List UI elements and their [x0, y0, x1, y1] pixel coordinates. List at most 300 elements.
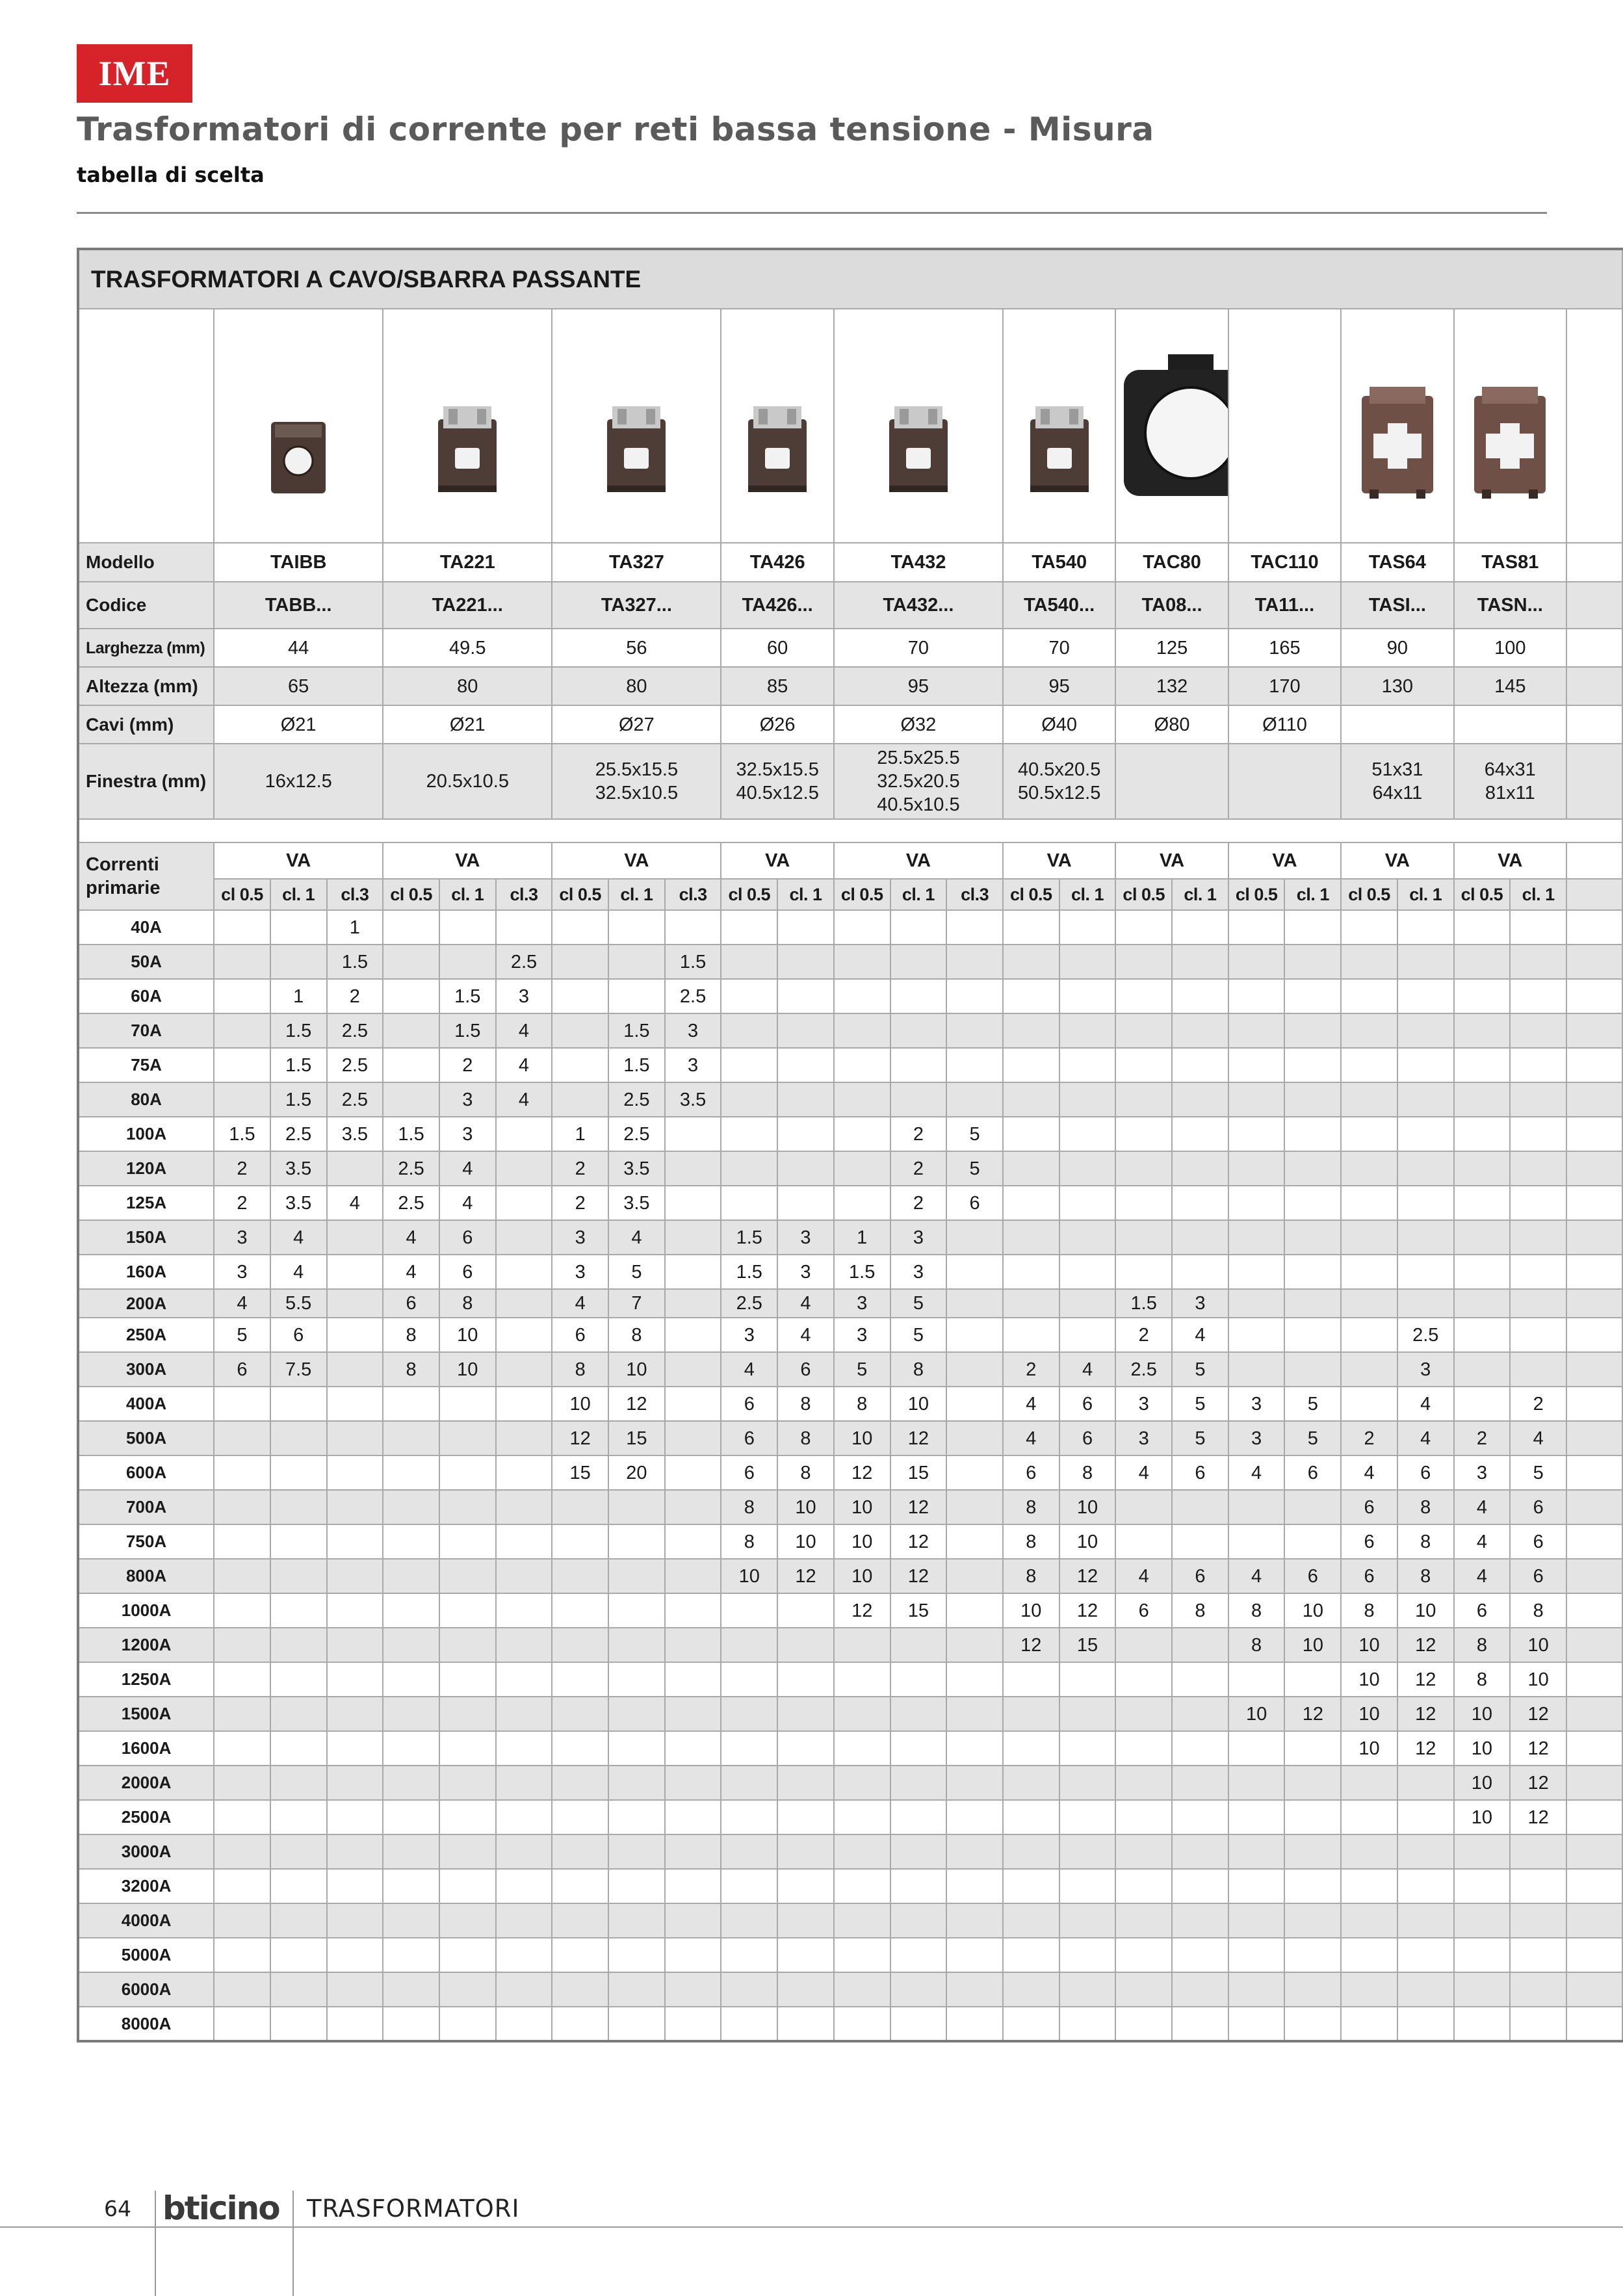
va-value	[946, 1289, 1003, 1318]
va-value	[665, 1731, 721, 1766]
accuracy-class: cl 0.5	[1003, 879, 1059, 910]
va-value	[383, 1938, 439, 1972]
va-value	[721, 1048, 777, 1082]
va-value: 12	[834, 1455, 890, 1490]
va-value	[946, 1628, 1003, 1662]
va-value	[383, 1593, 439, 1628]
va-value: 1.5	[608, 1013, 665, 1048]
product-image-cell	[1228, 309, 1341, 543]
va-value	[214, 1387, 270, 1421]
va-value	[1172, 910, 1228, 945]
va-value	[946, 1455, 1003, 1490]
va-value	[383, 1628, 439, 1662]
spec-value: 49.5	[383, 629, 552, 667]
product-image-cell	[214, 309, 383, 543]
va-value	[327, 1220, 383, 1255]
va-value: 6	[1172, 1455, 1228, 1490]
va-value	[214, 1048, 270, 1082]
va-value	[1115, 1186, 1172, 1220]
va-value	[1454, 1938, 1511, 1972]
va-value: 12	[552, 1421, 608, 1455]
va-value: 8	[721, 1524, 777, 1559]
va-value	[552, 1490, 608, 1524]
spec-row	[78, 543, 1622, 582]
product-code: TA221...	[383, 582, 552, 629]
spec-row	[78, 667, 1622, 705]
va-value	[1284, 1524, 1341, 1559]
va-value	[214, 1869, 270, 1903]
va-value	[327, 1766, 383, 1800]
va-value	[1059, 1972, 1116, 2007]
va-value	[270, 1559, 327, 1593]
va-value: 6	[1115, 1593, 1172, 1628]
primary-current: 150A	[78, 1220, 214, 1255]
accuracy-class: cl. 1	[270, 879, 327, 910]
va-value: 6	[1172, 1559, 1228, 1593]
va-value: 4	[1059, 1352, 1116, 1387]
va-value	[270, 1593, 327, 1628]
va-value	[1397, 979, 1454, 1013]
va-value	[1228, 1151, 1285, 1186]
va-value	[890, 1662, 947, 1697]
va-value	[327, 1255, 383, 1289]
va-value	[1510, 1352, 1566, 1387]
va-value: 1.5	[439, 1013, 496, 1048]
va-value	[439, 1938, 496, 1972]
va-value: 6	[1059, 1421, 1116, 1455]
row-blank	[1566, 1593, 1622, 1628]
va-value: 4	[383, 1255, 439, 1289]
va-value: 1.5	[665, 945, 721, 979]
va-value: 2	[214, 1151, 270, 1186]
va-value	[1172, 1697, 1228, 1731]
spec-value: Ø21	[383, 705, 552, 744]
va-value	[1510, 1048, 1566, 1082]
spec-value: 44	[214, 629, 383, 667]
va-value	[1172, 1220, 1228, 1255]
current-row	[78, 1524, 1622, 1559]
va-value	[270, 1938, 327, 1972]
primary-current: 4000A	[78, 1903, 214, 1938]
va-value	[1003, 1800, 1059, 1834]
va-value	[1115, 1938, 1172, 1972]
va-value: 3	[552, 1255, 608, 1289]
row-blank	[1566, 1628, 1622, 1662]
va-value	[1228, 1524, 1285, 1559]
va-value	[665, 1834, 721, 1869]
va-value: 12	[1397, 1628, 1454, 1662]
va-value	[1284, 1834, 1341, 1869]
va-value: 12	[1397, 1697, 1454, 1731]
va-value: 3	[665, 1048, 721, 1082]
va-value	[439, 945, 496, 979]
va-value: 10	[834, 1524, 890, 1559]
current-row	[78, 1255, 1622, 1289]
va-value	[1284, 1800, 1341, 1834]
va-value	[496, 910, 552, 945]
va-value	[1059, 945, 1116, 979]
va-value	[270, 1766, 327, 1800]
va-value: 3	[721, 1318, 777, 1352]
va-value	[777, 1151, 834, 1186]
current-row	[78, 1352, 1622, 1387]
va-value: 6	[439, 1220, 496, 1255]
va-label: VA	[1341, 842, 1453, 879]
spec-value	[1341, 705, 1453, 744]
spec-value: 170	[1228, 667, 1341, 705]
va-value	[1172, 1662, 1228, 1697]
model-name: TAS64	[1341, 543, 1453, 582]
va-value	[946, 1559, 1003, 1593]
row-blank	[1566, 1662, 1622, 1697]
product-image-cell	[1003, 309, 1115, 543]
va-value	[890, 910, 947, 945]
va-value	[608, 1972, 665, 2007]
va-value	[890, 1013, 947, 1048]
va-value	[608, 910, 665, 945]
accuracy-class: cl. 1	[1397, 879, 1454, 910]
spec-blank	[1566, 705, 1622, 744]
va-value	[327, 1490, 383, 1524]
current-row	[78, 1834, 1622, 1869]
va-value	[270, 1455, 327, 1490]
va-label: VA	[1454, 842, 1566, 879]
va-value: 6	[383, 1289, 439, 1318]
va-value	[439, 1524, 496, 1559]
va-value	[214, 1938, 270, 1972]
va-blank	[1566, 842, 1622, 879]
va-value: 6	[1284, 1455, 1341, 1490]
va-value	[665, 1628, 721, 1662]
va-value	[834, 1048, 890, 1082]
va-value	[1059, 1013, 1116, 1048]
va-value	[608, 1834, 665, 1869]
current-row	[78, 1972, 1622, 2007]
current-row	[78, 1151, 1622, 1186]
table-header-row	[78, 249, 1622, 309]
va-value: 2	[1454, 1421, 1511, 1455]
spec-value: 65	[214, 667, 383, 705]
va-value	[1341, 1082, 1397, 1117]
va-value	[1172, 1938, 1228, 1972]
va-value	[1510, 1869, 1566, 1903]
va-value	[721, 1766, 777, 1800]
row-blank	[1566, 1490, 1622, 1524]
product-code: TA540...	[1003, 582, 1115, 629]
va-value	[439, 1421, 496, 1455]
model-name: TA221	[383, 543, 552, 582]
va-value	[608, 1938, 665, 1972]
va-value: 6	[1003, 1455, 1059, 1490]
va-value	[721, 945, 777, 979]
va-value	[1454, 945, 1511, 979]
va-value	[270, 1800, 327, 1834]
va-value: 6	[214, 1352, 270, 1387]
va-value: 3	[1115, 1421, 1172, 1455]
va-value: 10	[1454, 1800, 1511, 1834]
va-value	[270, 2007, 327, 2041]
va-value	[777, 1938, 834, 1972]
va-value: 8	[890, 1352, 947, 1387]
va-value	[1003, 910, 1059, 945]
va-value	[1284, 1869, 1341, 1903]
va-value	[327, 1455, 383, 1490]
va-value	[1059, 1318, 1116, 1352]
va-value	[608, 1628, 665, 1662]
va-value	[496, 1697, 552, 1731]
row-blank	[1566, 1255, 1622, 1289]
va-value	[1341, 1318, 1397, 1352]
va-value	[721, 1972, 777, 2007]
va-value	[1115, 1800, 1172, 1834]
va-value	[1510, 1289, 1566, 1318]
va-value: 1.5	[327, 945, 383, 979]
va-value	[608, 1662, 665, 1697]
va-value	[1284, 1662, 1341, 1697]
va-value	[439, 1387, 496, 1421]
spec-value: 125	[1115, 629, 1228, 667]
primary-current: 6000A	[78, 1972, 214, 2007]
va-value: 10	[1059, 1490, 1116, 1524]
va-value	[665, 1593, 721, 1628]
primary-current: 700A	[78, 1490, 214, 1524]
va-value: 6	[1397, 1455, 1454, 1490]
row-blank	[1566, 2007, 1622, 2041]
va-value	[946, 1048, 1003, 1082]
va-value	[1454, 979, 1511, 1013]
va-value: 5.5	[270, 1289, 327, 1318]
row-blank	[1566, 1013, 1622, 1048]
va-value	[1510, 910, 1566, 945]
primary-current: 1200A	[78, 1628, 214, 1662]
spec-label: Modello	[78, 543, 214, 582]
va-value	[777, 945, 834, 979]
va-value	[383, 1013, 439, 1048]
va-value	[834, 1869, 890, 1903]
model-name: TAIBB	[214, 543, 383, 582]
va-value	[1115, 1731, 1172, 1766]
bticino-logo: bticino	[162, 2189, 279, 2227]
va-value	[1510, 1255, 1566, 1289]
spec-value: 95	[834, 667, 1003, 705]
primary-current: 750A	[78, 1524, 214, 1559]
va-value	[777, 1766, 834, 1800]
va-value	[665, 1800, 721, 1834]
title-divider	[77, 212, 1547, 214]
va-value: 2.5	[327, 1013, 383, 1048]
va-value	[1284, 1220, 1341, 1255]
va-value	[665, 1220, 721, 1255]
va-value: 4	[1172, 1318, 1228, 1352]
primary-current: 120A	[78, 1151, 214, 1186]
va-value	[270, 1731, 327, 1766]
va-value	[1284, 945, 1341, 979]
va-value: 10	[1510, 1662, 1566, 1697]
va-value	[608, 1731, 665, 1766]
va-value: 1.5	[270, 1013, 327, 1048]
va-value	[439, 1972, 496, 2007]
va-label: VA	[834, 842, 1003, 879]
va-value	[1341, 1151, 1397, 1186]
va-value	[1397, 1151, 1454, 1186]
accuracy-class: cl.3	[946, 879, 1003, 910]
row-blank	[1566, 1697, 1622, 1731]
va-value: 10	[552, 1387, 608, 1421]
va-value	[946, 910, 1003, 945]
va-value	[1341, 1387, 1397, 1421]
va-value	[552, 1082, 608, 1117]
va-value	[214, 1800, 270, 1834]
product-image-cell	[1115, 309, 1228, 543]
va-value	[1003, 1082, 1059, 1117]
va-value: 5	[1172, 1421, 1228, 1455]
va-value: 2.5	[383, 1186, 439, 1220]
va-value	[890, 979, 947, 1013]
va-value: 8	[1228, 1593, 1285, 1628]
spec-value: 40.5x20.5 50.5x12.5	[1003, 744, 1115, 819]
va-value	[890, 1082, 947, 1117]
va-value	[777, 1903, 834, 1938]
va-value: 10	[1341, 1662, 1397, 1697]
va-value	[1397, 1117, 1454, 1151]
va-value	[1059, 1903, 1116, 1938]
va-value	[496, 1490, 552, 1524]
va-value	[1454, 1318, 1511, 1352]
va-value	[439, 1662, 496, 1697]
va-value	[1059, 1938, 1116, 1972]
va-value: 3	[214, 1220, 270, 1255]
va-value	[946, 1255, 1003, 1289]
va-value	[608, 2007, 665, 2041]
va-value	[834, 1628, 890, 1662]
va-value	[946, 2007, 1003, 2041]
va-value: 10	[1341, 1628, 1397, 1662]
va-value	[383, 1869, 439, 1903]
va-value	[834, 1082, 890, 1117]
va-value	[1510, 1903, 1566, 1938]
current-row	[78, 1697, 1622, 1731]
va-value	[1454, 1352, 1511, 1387]
model-name: TA426	[721, 543, 833, 582]
currents-label: Correnti primarie	[78, 842, 214, 910]
va-value	[1003, 1938, 1059, 1972]
va-value	[383, 1972, 439, 2007]
va-value	[1059, 1731, 1116, 1766]
va-value	[383, 910, 439, 945]
va-value	[834, 1972, 890, 2007]
va-value: 20	[608, 1455, 665, 1490]
accuracy-class: cl 0.5	[834, 879, 890, 910]
va-value	[1115, 945, 1172, 979]
va-value: 2	[327, 979, 383, 1013]
va-value	[383, 945, 439, 979]
model-name: TAS81	[1454, 543, 1566, 582]
va-value: 6	[777, 1352, 834, 1387]
product-code: TASN...	[1454, 582, 1566, 629]
va-value	[1059, 979, 1116, 1013]
va-value	[439, 1628, 496, 1662]
current-row	[78, 1800, 1622, 1834]
va-value	[777, 1800, 834, 1834]
va-value	[1284, 1151, 1341, 1186]
va-value: 10	[777, 1490, 834, 1524]
va-value: 12	[1059, 1559, 1116, 1593]
va-value	[946, 979, 1003, 1013]
va-value	[608, 1490, 665, 1524]
va-value	[946, 1352, 1003, 1387]
va-value: 8	[1397, 1559, 1454, 1593]
va-value	[890, 1834, 947, 1869]
va-value: 4	[327, 1186, 383, 1220]
va-value	[1228, 1117, 1285, 1151]
va-value	[1003, 1662, 1059, 1697]
va-value: 4	[1228, 1455, 1285, 1490]
va-value: 3	[1115, 1387, 1172, 1421]
va-value	[214, 945, 270, 979]
va-value	[1003, 1731, 1059, 1766]
va-value: 10	[1059, 1524, 1116, 1559]
va-value: 6	[1454, 1593, 1511, 1628]
va-value	[1284, 1117, 1341, 1151]
va-value	[1228, 1662, 1285, 1697]
ct-cover-icon	[721, 402, 833, 503]
va-value: 3.5	[327, 1117, 383, 1151]
va-label: VA	[214, 842, 383, 879]
va-value	[496, 1289, 552, 1318]
va-value	[834, 1662, 890, 1697]
va-value	[270, 1387, 327, 1421]
va-value	[1228, 1869, 1285, 1903]
va-value	[496, 1972, 552, 2007]
va-value	[214, 1455, 270, 1490]
va-value	[496, 1220, 552, 1255]
spec-value: 95	[1003, 667, 1115, 705]
va-value	[214, 979, 270, 1013]
va-value: 8	[1454, 1662, 1511, 1697]
va-value: 3	[1454, 1455, 1511, 1490]
current-row	[78, 2007, 1622, 2041]
va-value	[1115, 1013, 1172, 1048]
va-value	[946, 1766, 1003, 1800]
va-value	[383, 1766, 439, 1800]
va-value	[1172, 1151, 1228, 1186]
va-value	[665, 1903, 721, 1938]
va-value: 6	[1341, 1490, 1397, 1524]
current-row	[78, 979, 1622, 1013]
current-row	[78, 1662, 1622, 1697]
va-value	[890, 1766, 947, 1800]
current-row	[78, 1593, 1622, 1628]
va-value	[270, 1869, 327, 1903]
va-value: 10	[1228, 1697, 1285, 1731]
row-blank	[1566, 1048, 1622, 1082]
va-value	[1397, 1220, 1454, 1255]
va-value	[1115, 1524, 1172, 1559]
va-value	[1172, 1903, 1228, 1938]
va-value: 12	[890, 1524, 947, 1559]
va-value	[327, 1352, 383, 1387]
va-value	[1115, 1255, 1172, 1289]
va-value: 3	[834, 1289, 890, 1318]
va-value	[383, 1387, 439, 1421]
va-value	[665, 1318, 721, 1352]
va-value: 12	[777, 1559, 834, 1593]
va-value: 3	[1228, 1421, 1285, 1455]
va-value	[1115, 2007, 1172, 2041]
va-value	[1059, 1869, 1116, 1903]
primary-current: 500A	[78, 1421, 214, 1455]
va-value	[1059, 1255, 1116, 1289]
